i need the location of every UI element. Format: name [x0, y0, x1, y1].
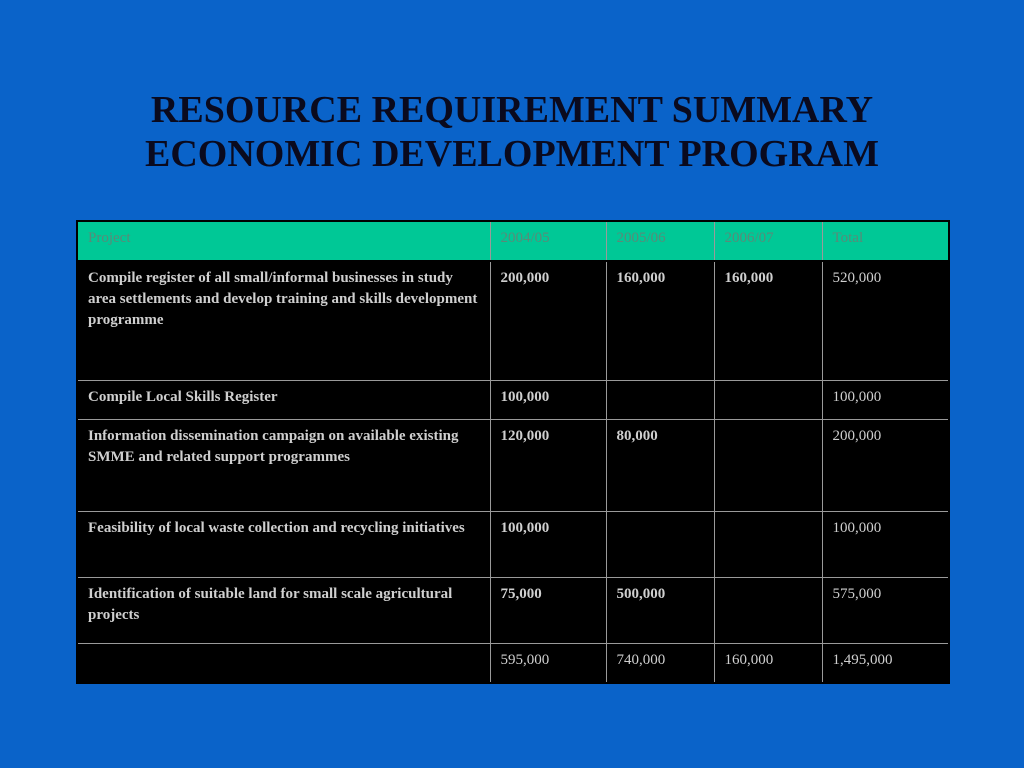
- totals-row: [77, 644, 949, 684]
- table-row: [77, 381, 949, 420]
- resource-requirement-table: [76, 220, 950, 684]
- table-row: [77, 578, 949, 644]
- cell-total: 100,000: [822, 381, 949, 420]
- header-2005-06: 2005/06: [606, 221, 714, 261]
- cell-2004-05: 75,000: [490, 578, 606, 644]
- cell-2006-07: 160,000: [714, 261, 822, 381]
- title-line-2: ECONOMIC DEVELOPMENT PROGRAM: [145, 133, 879, 175]
- header-total: Total: [822, 221, 949, 261]
- cell-2006-07: [714, 420, 822, 512]
- cell-project: Compile register of all small/informal businesses in study area settlements and develop training and skills development programme: [77, 261, 490, 381]
- header-2004-05: 2004/05: [490, 221, 606, 261]
- cell-project: Identification of suitable land for small scale agricultural projects: [77, 578, 490, 644]
- header-project: Project: [77, 221, 490, 261]
- cell-2004-05: 100,000: [490, 512, 606, 578]
- cell-2004-05: 200,000: [490, 261, 606, 381]
- cell-2005-06: 80,000: [606, 420, 714, 512]
- cell-2005-06: [606, 381, 714, 420]
- cell-2004-05: 100,000: [490, 381, 606, 420]
- cell-total-2006-07: 160,000: [714, 644, 822, 684]
- cell-total-2004-05: 595,000: [490, 644, 606, 684]
- cell-project: [77, 644, 490, 684]
- cell-2006-07: [714, 381, 822, 420]
- header-2006-07: 2006/07: [714, 221, 822, 261]
- cell-2004-05: 120,000: [490, 420, 606, 512]
- cell-project: Compile Local Skills Register: [77, 381, 490, 420]
- cell-project: Information dissemination campaign on available existing SMME and related support programmes: [77, 420, 490, 512]
- cell-2005-06: 160,000: [606, 261, 714, 381]
- cell-2005-06: 500,000: [606, 578, 714, 644]
- cell-2006-07: [714, 512, 822, 578]
- cell-project: Feasibility of local waste collection and recycling initiatives: [77, 512, 490, 578]
- cell-total: 520,000: [822, 261, 949, 381]
- table-row: [77, 512, 949, 578]
- cell-total: 200,000: [822, 420, 949, 512]
- title-line-1: RESOURCE REQUIREMENT SUMMARY: [150, 89, 874, 131]
- slide-title: [0, 88, 1024, 176]
- table-header-row: [77, 221, 949, 261]
- cell-total-2005-06: 740,000: [606, 644, 714, 684]
- cell-2006-07: [714, 578, 822, 644]
- cell-total: 575,000: [822, 578, 949, 644]
- table-row: [77, 420, 949, 512]
- cell-total: 100,000: [822, 512, 949, 578]
- table-row: [77, 261, 949, 381]
- cell-2005-06: [606, 512, 714, 578]
- cell-grand-total: 1,495,000: [822, 644, 949, 684]
- resource-table-container: [76, 220, 948, 684]
